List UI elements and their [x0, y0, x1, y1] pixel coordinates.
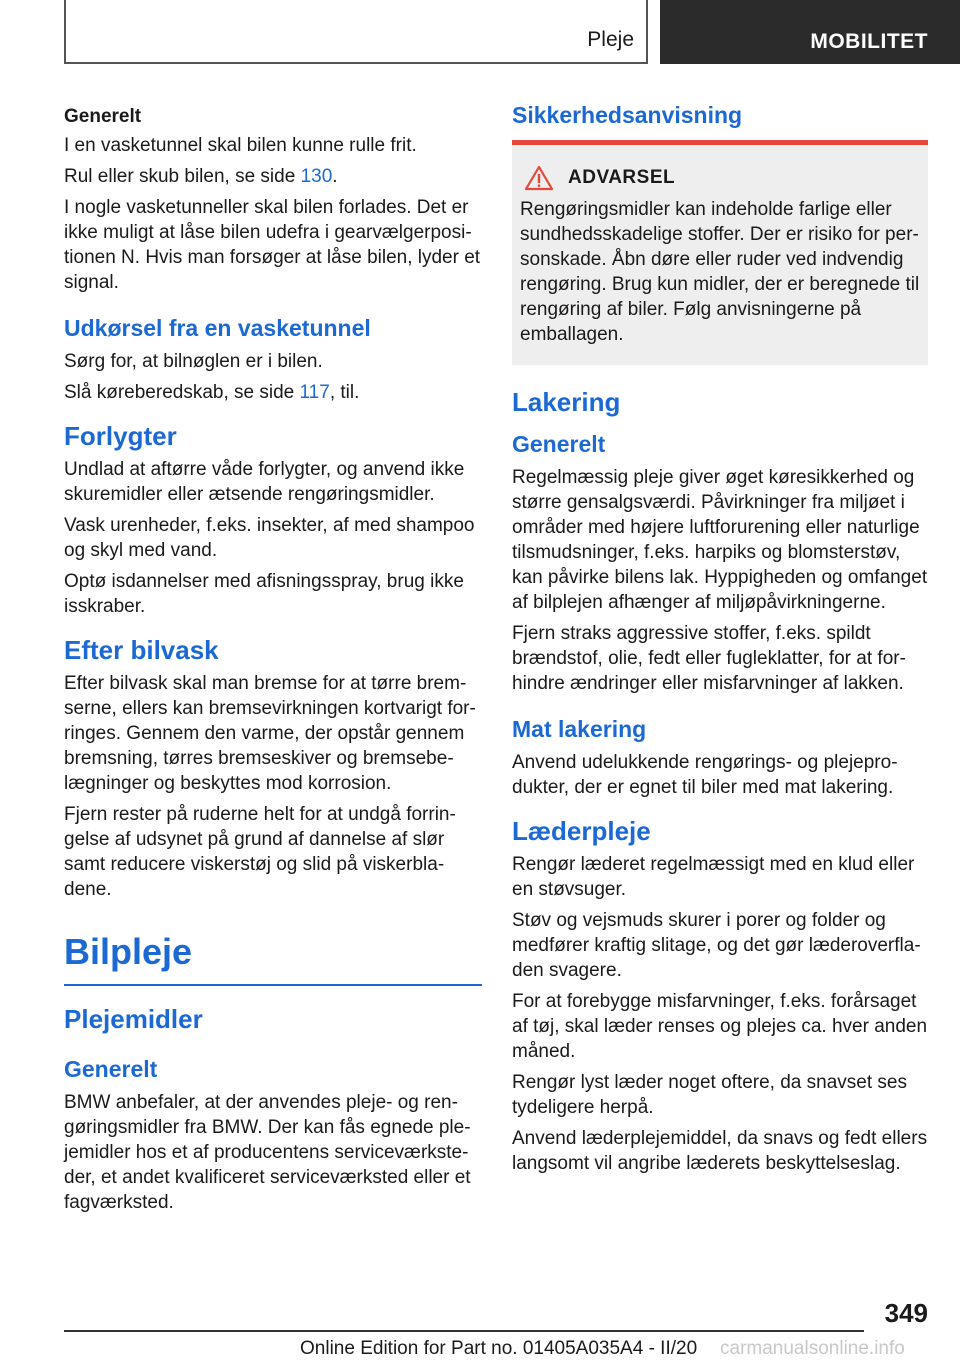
paragraph-with-link — [64, 164, 482, 189]
header-chapter-label: MOBILITET — [810, 30, 928, 53]
generelt-heading: Generelt — [64, 106, 142, 127]
warning-text: Rengøringsmidler kan indeholde farlige eller sundhedsskadelige stoffer. Der er risiko for personskade. Åbn døre eller ruder ved indvendig rengøring. Brug kun midler, der er beregnede til rengøring af biler. Følg anvisningerne på emballagen. — [520, 199, 920, 345]
paragraph: I en vasketunnel skal bilen kunne rulle frit. — [64, 135, 417, 156]
generelt-subheading: Generelt — [512, 431, 606, 457]
lakering-heading: Lakering — [512, 387, 621, 417]
paragraph: Fjern rester på ruderne helt for at undgå forringelse af udsynet på grund af dannelse af slør samt reducere viskerstøj og slid på viskerbladene. — [64, 804, 456, 900]
warning-triangle-icon — [524, 165, 554, 191]
header-section-label: Pleje — [587, 28, 634, 51]
paragraph: BMW anbefaler, at der anvendes pleje- og rengøringsmidler fra BMW. Der kan fås egnede plejemidler hos et af producentens serviceværksteder, et andet kvalificeret serviceværksted eller et fagværksted. — [64, 1092, 471, 1213]
footer-edition: Online Edition for Part no. 01405A035A4 - II/20 — [300, 1338, 698, 1359]
left-column — [64, 100, 482, 1221]
paragraph-with-link — [64, 380, 482, 405]
paragraph: I nogle vasketunneller skal bilen forlades. Det er ikke muligt at låse bilen udefra i gearvælgerpositionen N. Hvis man forsøger at låse bilen, lyder et signal. — [64, 197, 481, 293]
paragraph: Regelmæssig pleje giver øget køresikkerhed og større gensalgsværdi. Påvirkninger fra miljøet i områder med højere luftforurening eller naturlige tilsmudsninger, f.eks. harpiks og blomsterstøv, kan påvirke bilens lak. Hyppigheden og omfanget af bilplejen afhænger af miljøpåvirkningerne. — [512, 467, 928, 613]
text: , til. — [329, 382, 360, 403]
paragraph: Fjern straks aggressive stoffer, f.eks. spildt brændstof, olie, fedt eller fugleklatter, for at forhindre ændringer eller misfarvninger af lakken. — [512, 623, 906, 694]
paragraph: Anvend læderplejemiddel, da snavs og fedt ellers langsomt vil angribe læderets beskyttelseslag. — [512, 1128, 928, 1174]
efter-bilvask-heading: Efter bilvask — [64, 635, 219, 665]
mat-lakering-heading: Mat lakering — [512, 716, 647, 742]
udkoersel-heading: Udkørsel fra en vasketunnel — [64, 315, 371, 341]
paragraph: Undlad at aftørre våde forlygter, og anvend ikke skuremidler eller ætsende rengøringsmidler. — [64, 459, 465, 505]
paragraph: For at forebygge misfarvninger, f.eks. forårsaget af tøj, skal læder renses og plejes ca. hver anden måned. — [512, 991, 928, 1062]
header-chapter-tab — [660, 0, 960, 64]
text: . — [332, 166, 338, 187]
laederpleje-heading: Læderpleje — [512, 816, 651, 846]
text: Rul eller skub bilen, se side — [64, 166, 301, 187]
header-section-tab — [64, 0, 648, 64]
paragraph: Vask urenheder, f.eks. insekter, af med shampoo og skyl med vand. — [64, 515, 475, 561]
forlygter-heading: Forlygter — [64, 421, 177, 451]
paragraph: Optø isdannelser med afisningsspray, brug ikke isskraber. — [64, 571, 464, 617]
footer-rule — [64, 1330, 864, 1332]
watermark: carmanualsonline.info — [720, 1338, 905, 1359]
heading-rule — [64, 984, 482, 986]
paragraph: Rengør lyst læder noget oftere, da snavset ses tydeligere herpå. — [512, 1072, 907, 1118]
warning-title: ADVARSEL — [568, 167, 676, 188]
sikkerhedsanvisning-heading: Sikkerhedsanvisning — [512, 102, 743, 128]
page-number: 349 — [884, 1298, 928, 1328]
paragraph: Efter bilvask skal man bremse for at tørre bremserne, ellers kan bremsevirkningen kortvarigt forringes. Gennem den varme, der opstår gennem bremsning, tørres bremseskiver og bremsebelægninger og beskyttes mod korrosion. — [64, 673, 476, 794]
bilpleje-heading: Bilpleje — [64, 931, 193, 972]
right-column — [512, 100, 928, 1182]
plejemidler-heading: Plejemidler — [64, 1004, 203, 1034]
paragraph: Anvend udelukkende rengørings- og plejeprodukter, der er egnet til biler med mat lakering. — [512, 752, 898, 798]
paragraph: Støv og vejsmuds skurer i porer og folder og medfører kraftig slitage, og det gør læderoverfladen svagere. — [512, 910, 921, 981]
page-link-117[interactable]: 117 — [299, 382, 330, 403]
generelt-subheading: Generelt — [64, 1056, 158, 1082]
page-link-130[interactable]: 130 — [300, 166, 333, 187]
warning-box — [512, 140, 928, 365]
warning-header — [520, 165, 920, 191]
paragraph: Sørg for, at bilnøglen er i bilen. — [64, 351, 323, 372]
paragraph: Rengør læderet regelmæssigt med en klud eller en støvsuger. — [512, 854, 915, 900]
text: Slå køreberedskab, se side — [64, 382, 300, 403]
